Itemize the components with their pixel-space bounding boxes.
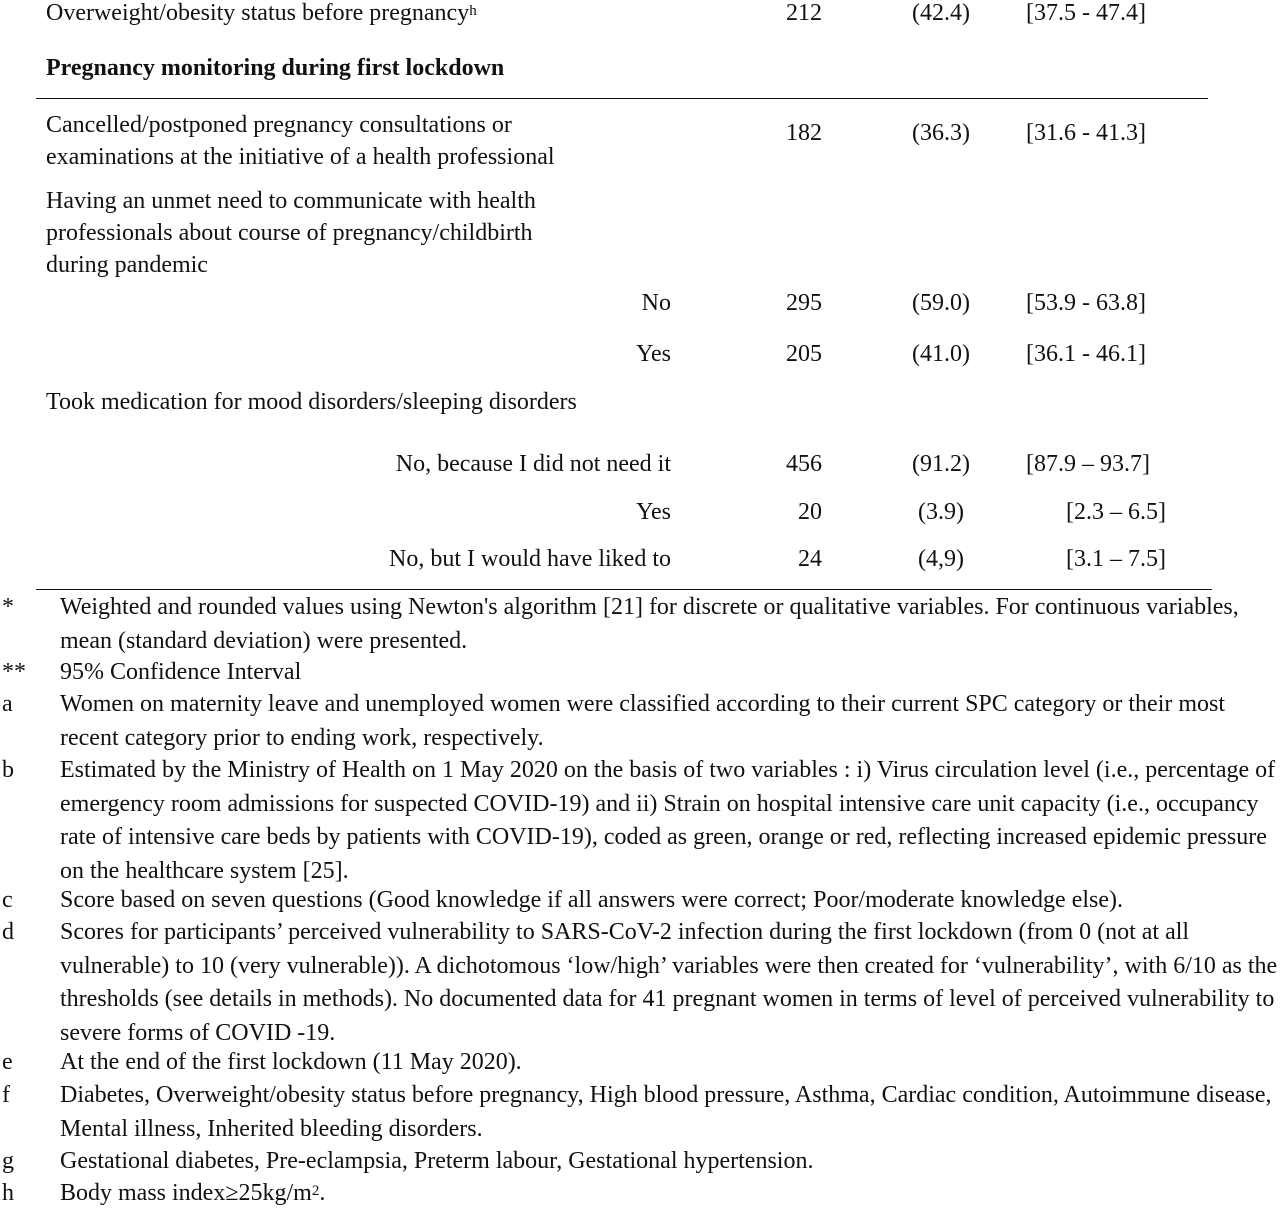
row-label-overweight: Overweight/obesity status before pregnancy$^h$ [46, 0, 477, 26]
row-ci-med-yes: [2.3 – 6.5] [1066, 499, 1166, 525]
footnote-text-c: Score based on seven questions (Good knowledge if all answers were correct; Poor/moderate knowledge else). [60, 887, 1123, 913]
row-label-med-yes: Yes [636, 499, 671, 525]
row-ci-overweight: [37.5 - 47.4] [1026, 0, 1146, 26]
row-pct-unmet-no: (59.0) [912, 290, 970, 316]
row-label-med-no-liked: No, but I would have liked to [389, 546, 671, 572]
footnote-mark-double-star: ** [2, 659, 26, 685]
row-label-unmet-2: professionals about course of pregnancy/childbirth [46, 220, 533, 246]
footnote-mark-star: * [2, 594, 14, 620]
section-rule [36, 98, 1208, 99]
row-ci-med-no-liked: [3.1 – 7.5] [1066, 546, 1166, 572]
row-ci-cancelled: [31.6 - 41.3] [1026, 120, 1146, 146]
footnote-mark-d: d [2, 919, 14, 945]
footnote-mark-g: g [2, 1148, 14, 1174]
row-label-medication: Took medication for mood disorders/sleeping disorders [46, 389, 577, 415]
row-pct-med-no-need: (91.2) [912, 451, 970, 477]
row-n-unmet-no: 295 [786, 290, 822, 316]
section-title: Pregnancy monitoring during first lockdown [46, 55, 505, 81]
row-n-cancelled: 182 [786, 120, 822, 146]
footnote-mark-e: e [2, 1049, 13, 1075]
footnote-text-b: Estimated by the Ministry of Health on 1 May 2020 on the basis of two variables : i) Virus circulation level (i.e., percentage of emergency room admissions for suspected COVID-19) and ii) Strain on hospital intensive care unit capacity (i.e., occupancy rate of intensive care beds by patients with COVID-19), coded as green, orange or red, reflecting increased epidemic pressure on the healthcare system [25]. [60, 757, 1276, 884]
row-pct-cancelled: (36.3) [912, 120, 970, 146]
footnote-text-g: Gestational diabetes, Pre-eclampsia, Preterm labour, Gestational hypertension. [60, 1148, 814, 1174]
row-ci-unmet-yes: [36.1 - 46.1] [1026, 341, 1146, 367]
footnote-text-e: At the end of the first lockdown (11 May 2020). [60, 1049, 522, 1075]
footnote-text-double-star: 95% Confidence Interval [60, 659, 302, 685]
table-bottom-rule [36, 589, 1212, 590]
row-label-unmet-1: Having an unmet need to communicate with health [46, 188, 536, 214]
footnote-mark-f: f [2, 1082, 10, 1108]
footnote-mark-h: h [2, 1180, 14, 1206]
row-label-cancelled-2: examinations at the initiative of a health professional [46, 144, 555, 170]
row-n-med-yes: 20 [798, 499, 822, 525]
footnote-mark-c: c [2, 887, 13, 913]
row-label-unmet-yes: Yes [636, 341, 671, 367]
row-pct-overweight: (42.4) [912, 0, 970, 26]
footnote-text-d: Scores for participants’ perceived vulnerability to SARS-CoV-2 infection during the first lockdown (from 0 (not at all vulnerable) to 10 (very vulnerable)). A dichotomous ‘low/high’ variables were then created for ‘vulnerability’, with 6/10 as the thresholds (see details in methods). No documented data for 41 pregnant women in terms of level of perceived vulnerability to severe forms of COVID -19. [60, 919, 1278, 1046]
row-n-med-no-need: 456 [786, 451, 822, 477]
footnote-text-f: Diabetes, Overweight/obesity status before pregnancy, High blood pressure, Asthma, Cardiac condition, Autoimmune disease, Mental illness, Inherited bleeding disorders. [60, 1082, 1272, 1142]
footnote-mark-b: b [2, 757, 14, 783]
row-label-unmet-no: No [641, 290, 671, 316]
row-pct-unmet-yes: (41.0) [912, 341, 970, 367]
row-n-overweight: 212 [786, 0, 822, 26]
footnote-text-a: Women on maternity leave and unemployed women were classified according to their current SPC category or their most recent category prior to ending work, respectively. [60, 691, 1226, 751]
row-label-unmet-3: during pandemic [46, 252, 208, 278]
row-n-unmet-yes: 205 [786, 341, 822, 367]
row-n-med-no-liked: 24 [798, 546, 822, 572]
row-ci-unmet-no: [53.9 - 63.8] [1026, 290, 1146, 316]
row-pct-med-yes: (3.9) [918, 499, 964, 525]
footnote-mark-a: a [2, 691, 13, 717]
row-ci-med-no-need: [87.9 – 93.7] [1026, 451, 1150, 477]
row-pct-med-no-liked: (4,9) [918, 546, 964, 572]
row-label-med-no-need: No, because I did not need it [395, 451, 671, 477]
footnote-text-h: Body mass $index\ge 25kg/m^2$. [60, 1180, 326, 1206]
footnote-text-star: Weighted and rounded values using Newton's algorithm [21] for discrete or qualitative variables. For continuous variables, mean (standard deviation) were presented. [60, 594, 1239, 654]
row-label-cancelled-1: Cancelled/postponed pregnancy consultations or [46, 112, 512, 138]
